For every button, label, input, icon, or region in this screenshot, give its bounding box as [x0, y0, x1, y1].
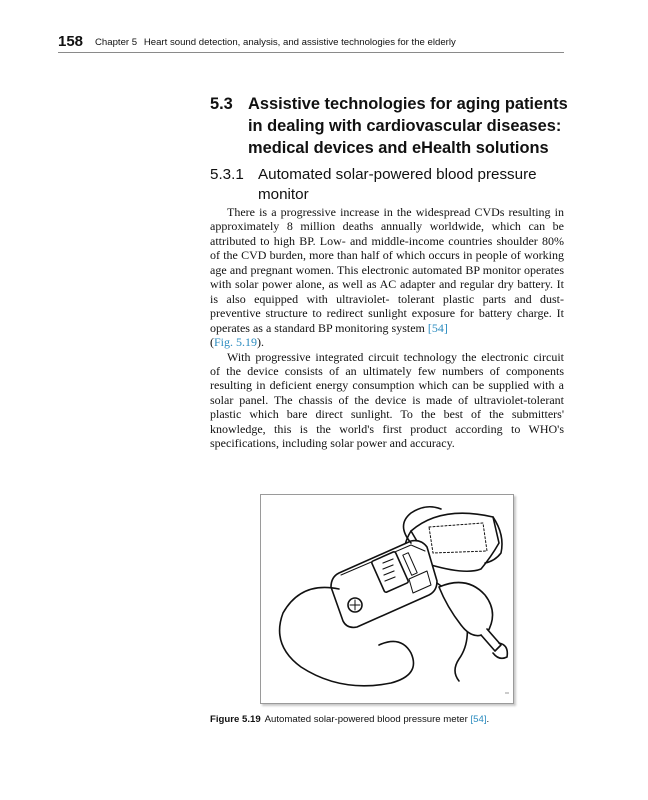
figure-label: Figure 5.19: [210, 714, 261, 725]
subsection-title: Automated solar-powered blood pressure monitor: [258, 166, 537, 203]
bulb-valve: [481, 629, 501, 651]
section-title: Assistive technologies for aging patients in dealing with cardiovascular diseases: medical devices and eHealth solutions: [248, 95, 568, 157]
figure-caption: [210, 714, 564, 725]
page-number: 158: [58, 33, 84, 50]
subsection-number: 5.3.1: [210, 166, 244, 183]
chapter-title: Heart sound detection, analysis, and assistive technologies for the elderly: [143, 37, 456, 48]
caption-text: Automated solar-powered blood pressure meter: [264, 714, 471, 725]
header-rule: [58, 52, 564, 53]
paragraph: [210, 205, 564, 350]
caption-period: .: [486, 714, 490, 725]
inflation-bulb: [439, 583, 493, 636]
section-number: 5.3: [210, 95, 233, 113]
citation-link[interactable]: [54]: [427, 320, 448, 335]
running-head: [58, 32, 564, 52]
paragraph-text: With progressive integrated circuit technology the electronic circuit of the device consists of an ultimately few numbers of components resulting in deficient energy consumption which can be supplied with a solar panel. The chassis of the device is made of ultraviolet-tolerant plastic which bare direct sunlight. To the best of the submitters' knowledge, this is the world's first product according to WHO's specifications, including solar power and accuracy.: [210, 349, 564, 451]
figure-ref-close: ).: [257, 335, 265, 350]
chapter-label: Chapter 5: [95, 37, 138, 48]
running-head-text: [95, 37, 456, 48]
figure-image: [260, 494, 514, 704]
blood-pressure-monitor-illustration: [261, 495, 513, 703]
figure-ref-open: (: [210, 335, 214, 350]
paragraph-text: There is a progressive increase in the widespread CVDs resulting in approximately 8 million deaths annually worldwide, which can be attributed to high BP. Low- and middle-income countries shoulder 80% of the CVD burden, more than half of which occurs in people of working age and pregnant women. This electronic automated BP monitor operates with solar power alone, as well as AC adapter and regular dry battery. It is also equipped with ultraviolet- tolerant plastic parts and dust-preventive structure to redirect sunlight exposure for battery charge. It operates as a standard BP monitoring system: [210, 205, 564, 335]
body-text: [210, 205, 564, 451]
figure-link[interactable]: Fig. 5.19: [214, 335, 258, 350]
caption-citation-link[interactable]: [54]: [470, 714, 487, 725]
paragraph: [210, 350, 564, 451]
